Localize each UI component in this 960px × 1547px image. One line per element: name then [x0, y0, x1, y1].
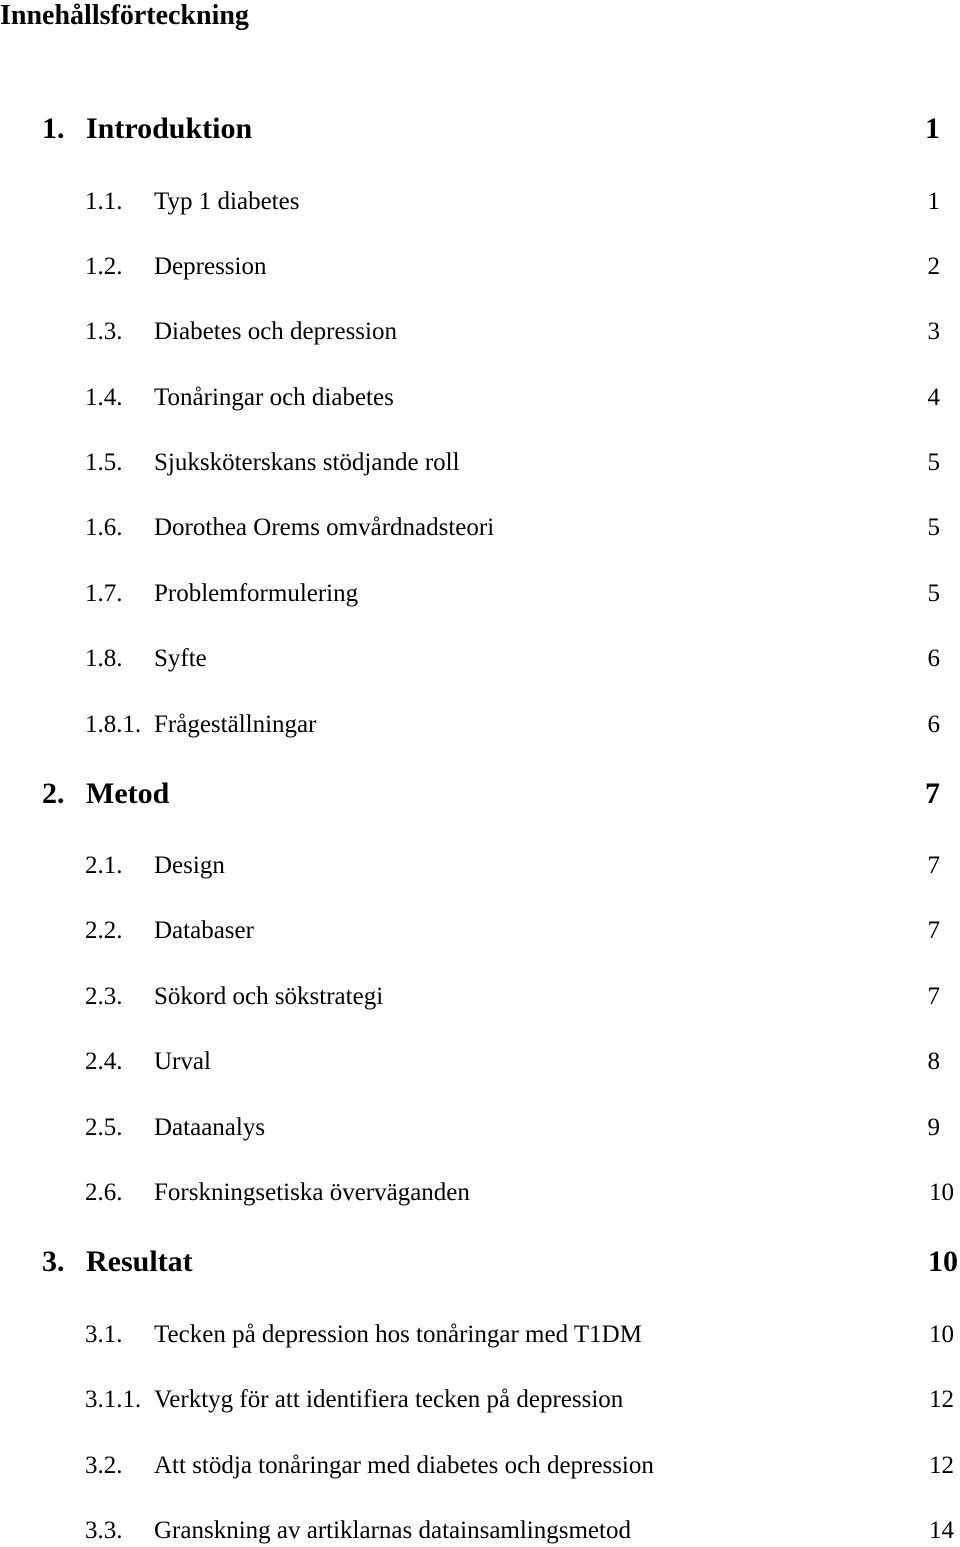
- toc-entry-label: Depression: [154, 253, 267, 280]
- toc-entry[interactable]: [0, 982, 960, 1012]
- toc-entry-number: 1.4.: [85, 384, 123, 411]
- toc-entry-page: 10: [929, 1321, 954, 1348]
- toc-entry-label: Introduktion: [86, 112, 253, 145]
- toc-entry-number: 2.6.: [85, 1179, 123, 1206]
- toc-entry-page: 4: [927, 384, 940, 411]
- toc-entry-number: 2.: [42, 777, 65, 810]
- toc-entry[interactable]: [0, 383, 960, 413]
- toc-entry-label: Metod: [86, 777, 170, 810]
- toc-entry[interactable]: [0, 187, 960, 217]
- toc-entry[interactable]: [0, 1516, 960, 1546]
- toc-entry[interactable]: [0, 1320, 960, 1350]
- toc-entry-number: 2.5.: [85, 1114, 123, 1141]
- toc-entry-page: 5: [927, 449, 940, 476]
- toc-entry-number: 1.3.: [85, 318, 123, 345]
- toc-entry[interactable]: [0, 1451, 960, 1481]
- toc-entry-label: Sjuksköterskans stödjande roll: [154, 449, 460, 476]
- toc-entry-label: Frågeställningar: [154, 711, 317, 738]
- toc-entry-page: 12: [929, 1452, 954, 1479]
- toc-entry-label: Verktyg för att identifiera tecken på depression: [154, 1386, 624, 1413]
- toc-entry-number: 1.: [42, 112, 65, 145]
- toc-entry-number: 2.3.: [85, 983, 123, 1010]
- toc-entry[interactable]: [0, 710, 960, 740]
- toc-entry-page: 10: [929, 1179, 954, 1206]
- toc-entry-label: Resultat: [86, 1245, 193, 1278]
- toc-entry-page: 2: [927, 253, 940, 280]
- toc-entry-page: 3: [927, 318, 940, 345]
- toc-entry-label: Granskning av artiklarnas datainsamlingsmetod: [154, 1517, 631, 1544]
- toc-entry-label: Dataanalys: [154, 1114, 266, 1141]
- toc-entry-number: 3.: [42, 1245, 65, 1278]
- toc-entry-page: 14: [929, 1517, 954, 1544]
- toc-entry[interactable]: [0, 317, 960, 347]
- toc-entry[interactable]: [0, 1178, 960, 1208]
- toc-entry-label: Design: [154, 852, 225, 879]
- toc-entry[interactable]: [0, 1047, 960, 1077]
- toc-entry-page: 7: [927, 917, 940, 944]
- toc-entry-page: 7: [925, 777, 940, 810]
- toc-entry-label: Databaser: [154, 917, 254, 944]
- toc-entry-label: Typ 1 diabetes: [154, 188, 300, 215]
- toc-entry-label: Diabetes och depression: [154, 318, 397, 345]
- toc-entry-number: 1.6.: [85, 514, 123, 541]
- toc-entry-number: 1.8.1.: [85, 711, 142, 738]
- toc-entry[interactable]: [0, 579, 960, 609]
- toc-entry-number: 2.1.: [85, 852, 123, 879]
- toc-entry-number: 2.2.: [85, 917, 123, 944]
- toc-entry-number: 3.1.: [85, 1321, 123, 1348]
- toc-entry-number: 1.2.: [85, 253, 123, 280]
- toc-entry-label: Urval: [154, 1048, 211, 1075]
- toc-entry[interactable]: [0, 513, 960, 543]
- toc-entry-page: 12: [929, 1386, 954, 1413]
- toc-entry[interactable]: [0, 644, 960, 674]
- toc-entry[interactable]: [0, 851, 960, 881]
- toc-entry-page: 5: [927, 580, 940, 607]
- toc-entry-page: 1: [925, 112, 940, 145]
- toc-entry[interactable]: [0, 916, 960, 946]
- toc-entry-number: 1.8.: [85, 645, 123, 672]
- toc-entry-page: 7: [927, 983, 940, 1010]
- toc-entry-number: 3.3.: [85, 1517, 123, 1544]
- toc-entry[interactable]: [0, 1385, 960, 1415]
- toc-entry-number: 2.4.: [85, 1048, 123, 1075]
- toc-entry-label: Tonåringar och diabetes: [154, 384, 394, 411]
- toc-title: Innehållsförteckning: [0, 0, 249, 31]
- toc-entry-label: Forskningsetiska överväganden: [154, 1179, 470, 1206]
- toc-entry-page: 7: [927, 852, 940, 879]
- toc-entry-number: 3.1.1.: [85, 1386, 142, 1413]
- toc-entry-label: Problemformulering: [154, 580, 359, 607]
- toc-entry[interactable]: [0, 448, 960, 478]
- toc-entry[interactable]: [0, 1244, 960, 1280]
- toc-entry[interactable]: [0, 776, 960, 812]
- toc-entry[interactable]: [0, 111, 960, 147]
- toc-entry-label: Tecken på depression hos tonåringar med T1DM: [154, 1321, 642, 1348]
- toc-entry-page: 8: [927, 1048, 940, 1075]
- toc-entry-page: 6: [927, 645, 940, 672]
- toc-entry-number: 3.2.: [85, 1452, 123, 1479]
- toc-entry-number: 1.1.: [85, 188, 123, 215]
- toc-entry-page: 9: [927, 1114, 940, 1141]
- toc-entry[interactable]: [0, 1113, 960, 1143]
- toc-entry-page: 1: [927, 188, 940, 215]
- toc-entry-page: 5: [927, 514, 940, 541]
- toc-entry-number: 1.5.: [85, 449, 123, 476]
- toc-entry-page: 6: [927, 711, 940, 738]
- toc-entry-page: 10: [928, 1245, 958, 1278]
- toc-entry-label: Sökord och sökstrategi: [154, 983, 384, 1010]
- toc-entry-label: Dorothea Orems omvårdnadsteori: [154, 514, 495, 541]
- toc-entry-label: Syfte: [154, 645, 207, 672]
- toc-entry-label: Att stödja tonåringar med diabetes och depression: [154, 1452, 654, 1479]
- toc-entry[interactable]: [0, 252, 960, 282]
- toc-entry-number: 1.7.: [85, 580, 123, 607]
